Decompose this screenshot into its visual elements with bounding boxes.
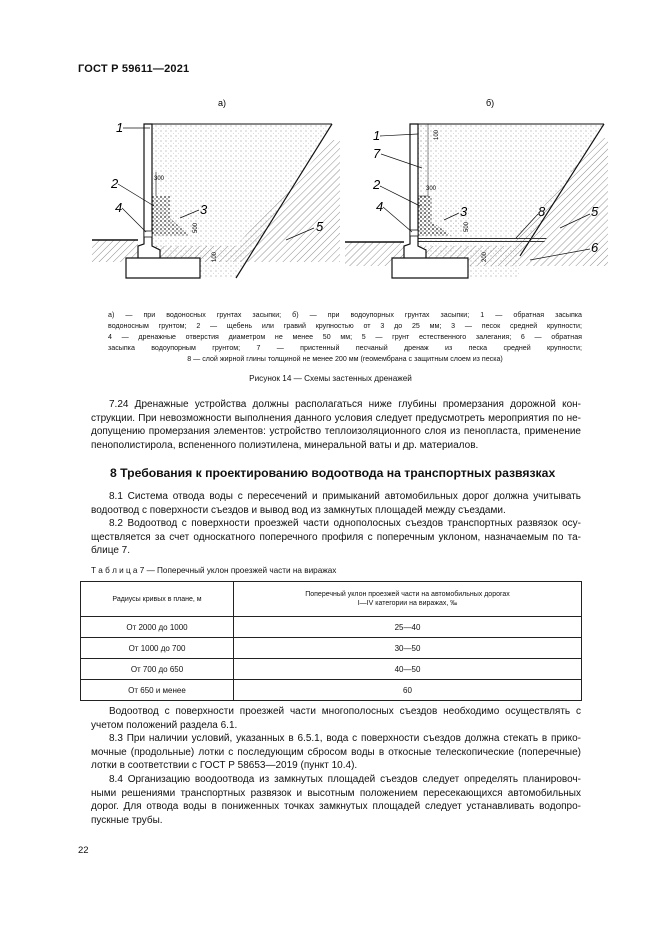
svg-text:300: 300 <box>426 186 437 192</box>
svg-text:3: 3 <box>200 202 208 217</box>
paragraph-after-table: Водоотвод с поверхности проезжей части многополосных съездов необходимо осуществлять с учетом положений раздела 6.1. <box>91 706 581 731</box>
svg-text:500: 500 <box>464 221 470 232</box>
section-8-title: 8 Требования к проектированию водоотвода на транспортных развязках <box>110 466 556 480</box>
svg-text:100: 100 <box>212 251 218 262</box>
svg-text:6: 6 <box>591 240 599 255</box>
svg-text:1: 1 <box>116 120 124 135</box>
svg-text:5: 5 <box>591 204 599 219</box>
fig-a-footing <box>126 258 200 278</box>
paragraph-8-1: 8.1 Система отвода воды с пересечений и примыканий автомобильных дорог должна учитывать водоотвод с поверхности съездов и вывод вод из замкнутых площадей между съездами. <box>91 491 581 516</box>
svg-text:4: 4 <box>376 199 384 214</box>
svg-text:200: 200 <box>482 251 488 262</box>
paragraph-8-4: 8.4 Организацию воодоотвода из замкнутых площадей съездов следует определять планировоч- ными решениями транспортных развязок и высотным положением пересекающихся автомобильных дорог. Для отвода воды в пониженных точках замкнутых площадей следует устанавливать водопро- пускные трубы. <box>91 774 581 826</box>
svg-text:8: 8 <box>538 204 546 219</box>
table-header-row <box>81 582 582 617</box>
svg-text:4: 4 <box>115 200 123 215</box>
col-slope-header: Поперечный уклон проезжей части на автомобильных дорогах I—IV категории на виражах, ‰ <box>234 582 582 617</box>
svg-text:7: 7 <box>373 146 381 161</box>
svg-text:1: 1 <box>373 128 381 143</box>
table-row: От 1000 до 700 30—50 <box>81 638 582 659</box>
document-header: ГОСТ Р 59611—2021 <box>78 63 190 75</box>
figure-b-label: б) <box>486 98 495 108</box>
svg-text:2: 2 <box>111 176 119 191</box>
table-row: От 650 и менее 60 <box>81 680 582 701</box>
figure-a-label: а) <box>218 98 227 108</box>
table-row: От 700 до 650 40—50 <box>81 659 582 680</box>
figure-notes: а) — при водоносных грунтах засыпки; б) — при водоупорных грунтах засыпки; 1 — обратная засыпка водоносным грунтом; 2 — щебень или гравий крупностью от 3 до 25 мм; 3 — песок средней крупности; 4 — дренажные отверстия диаметром не менее 50 мм; 5 — грунт естественного залегания; 6 — обратная засыпка водоупорным грунтом; 7 — пристенный песчаный дренаж из песка средней крупности; 8 — слой жирной глины толщиной не менее 200 мм (геомембрана с защитным слоем из песка) <box>108 311 582 363</box>
col-radius-header: Радиусы кривых в плане, м <box>81 582 234 617</box>
svg-text:5: 5 <box>316 219 324 234</box>
paragraph-7-24: 7.24 Дренажные устройства должны располагаться ниже глубины промерзания дорожной кон- струкции. При невозможности выполнения данного условия следует предусмотреть мероприятия по не- допущению промерзания элементов: устройство теплоизоляционного слоя из пенопласта, применение пенополистирола, вспененного полиэтилена, минеральной ваты и др. материалов. <box>91 399 581 451</box>
fig-b-footing <box>392 258 468 278</box>
figure-drawings <box>0 90 661 305</box>
svg-text:2: 2 <box>373 177 381 192</box>
table-7 <box>80 581 582 701</box>
paragraph-8-3: 8.3 При наличии условий, указанных в 6.5.1, вода с поверхности съездов должна стекать в прико- мочные (продольные) лотки с последующим сбросом воды в откосные телескопические (поперечные) лотки в соответствии с ГОСТ Р 58653—2019 (пункт 10.4). <box>91 733 581 772</box>
table-7-title: Т а б л и ц а 7 — Поперечный уклон проезжей части на виражах <box>91 566 337 575</box>
svg-text:500: 500 <box>193 222 199 233</box>
paragraph-8-2: 8.2 Водоотвод с поверхности проезжей части однополосных съездов транспортных развязок осу- ществляется за счет односкатного поперечного профиля с поперечным уклоном, назначаемым по та- блице 7. <box>91 518 581 557</box>
table-row: От 2000 до 1000 25—40 <box>81 617 582 638</box>
svg-text:300: 300 <box>154 176 165 182</box>
fig-b-clay-layer <box>418 236 548 244</box>
svg-text:3: 3 <box>460 204 468 219</box>
page-number: 22 <box>78 845 89 856</box>
figure-title: Рисунок 14 — Схемы застенных дренажей <box>249 374 412 383</box>
svg-text:100: 100 <box>434 129 440 140</box>
